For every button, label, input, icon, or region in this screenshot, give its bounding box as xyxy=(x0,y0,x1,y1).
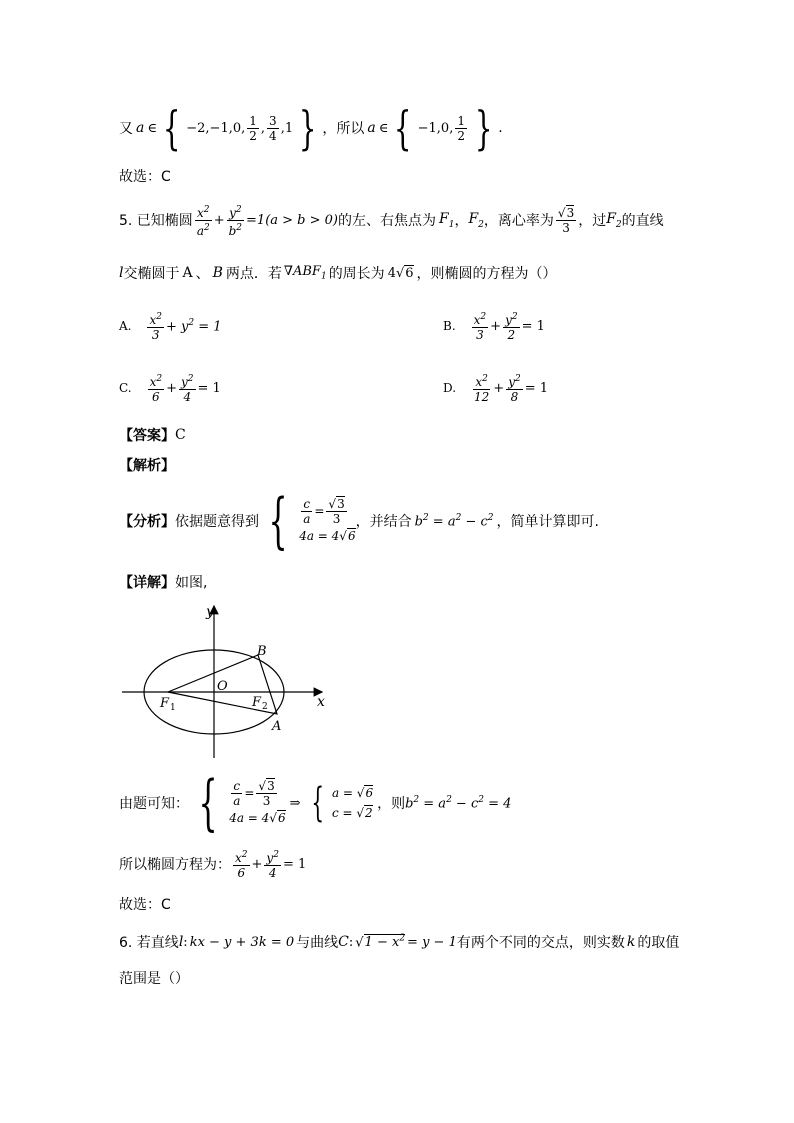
question-6-line2: 范围是（） xyxy=(119,971,189,987)
label-f1: F xyxy=(160,696,170,711)
fraction-half-2: $\frac{1}{2}$ xyxy=(457,113,465,143)
label-b: B xyxy=(257,644,267,659)
in-symbol: ∈ xyxy=(147,120,157,136)
label-o: O xyxy=(217,679,228,694)
var-a: a xyxy=(136,120,145,136)
text-you: 又 xyxy=(119,121,133,137)
label-y: y xyxy=(206,604,214,620)
line-set-membership: 又 a ∈ { −2,−1,0, $\frac{1}{2}$ , $\frac{3}{4}$ ,1 } ，所以 a ∈ { −1,0, $\frac{1}{2}$ } . xyxy=(119,101,503,155)
fraction-half: $\frac{1}{2}$ xyxy=(249,113,257,143)
option-c[interactable]: C. $\frac{x^2}{6}$ + $\frac{y^2}{4}$ = 1 xyxy=(119,374,221,404)
analysis-label: 【解析】 xyxy=(119,458,175,474)
question-5-line1: 5. 已知椭圆 $\frac{x^2}{a^2}$ + $\frac{y^2}{b^2}$ =1(a > b > 0) 的左、右焦点为 $F_1$ ， $F_2$ ，离心率为 $\frac{√3}{3}$ ，过 $F_2$ 的直线 xyxy=(119,204,664,238)
choose-c-2: 故选：C xyxy=(119,897,171,913)
ellipse-figure xyxy=(118,598,338,764)
question-6-line1: 6. 若直线 l : kx − y + 3k = 0 与曲线 C : $√1 - x^2$ = y − 1 有两个不同的交点，则实数 k 的取值 xyxy=(119,933,680,951)
set2-values: −1,0, xyxy=(417,120,454,136)
choose-c-1: 故选：C xyxy=(119,169,171,185)
label-f2-sub: 2 xyxy=(262,702,268,712)
fenxi-line: 【分析】 依据题意得到 { $\frac{c}{a}$ = $\frac{√3}{3}$ 4a = 4√6 ，并结合 $b^2 = a^2 - c^2$ ，简单计算即可. xyxy=(119,486,599,556)
question-5-line2: l 交椭圆于 A 、 B 两点．若 $\nabla ABF_1$ 的周长为 4√6 ，则椭圆的方程为（） xyxy=(119,264,557,282)
fraction-three-quarters: $\frac{3}{4}$ xyxy=(269,113,277,143)
youti-line: 由题可知： { $\frac{c}{a}$ = $\frac{√3}{3}$ 4a = 4√6 ⇒ { a = √6 c = √2 ，则 $b^2 = a^2 - c^2 = 4$ xyxy=(119,768,512,838)
brace-left: { xyxy=(162,101,181,155)
brace-right: } xyxy=(298,101,317,155)
label-x: x xyxy=(317,694,325,710)
q5-condition: =1(a > b > 0) xyxy=(246,212,338,228)
text-suoyi: ，所以 xyxy=(322,121,365,137)
xiangjie-line: 【详解】 如图, xyxy=(119,575,208,591)
label-a: A xyxy=(272,719,282,734)
answer-line: 【答案】 C xyxy=(119,427,186,444)
label-f1-sub: 1 xyxy=(170,703,176,713)
q5-prefix: 5. 已知椭圆 xyxy=(119,213,193,229)
label-f2: F xyxy=(252,695,262,710)
eccentricity-fraction: $\frac{√3}{3}$ xyxy=(557,205,575,235)
set1-end: ,1 xyxy=(280,120,294,136)
option-a[interactable]: A. $\frac{x^2}{3}$ + $y^2 = 1$ xyxy=(119,312,222,342)
option-b[interactable]: B. $\frac{x^2}{3}$ + $\frac{y^2}{2}$ = 1 xyxy=(443,312,545,342)
set1-values: −2,−1,0, xyxy=(186,120,246,136)
suoyi-line: 所以椭圆方程为： $\frac{x^2}{6}$ + $\frac{y^2}{4}$ = 1 xyxy=(119,850,307,880)
option-d[interactable]: D. $\frac{x^2}{12}$ + $\frac{y^2}{8}$ = 1 xyxy=(443,374,549,404)
